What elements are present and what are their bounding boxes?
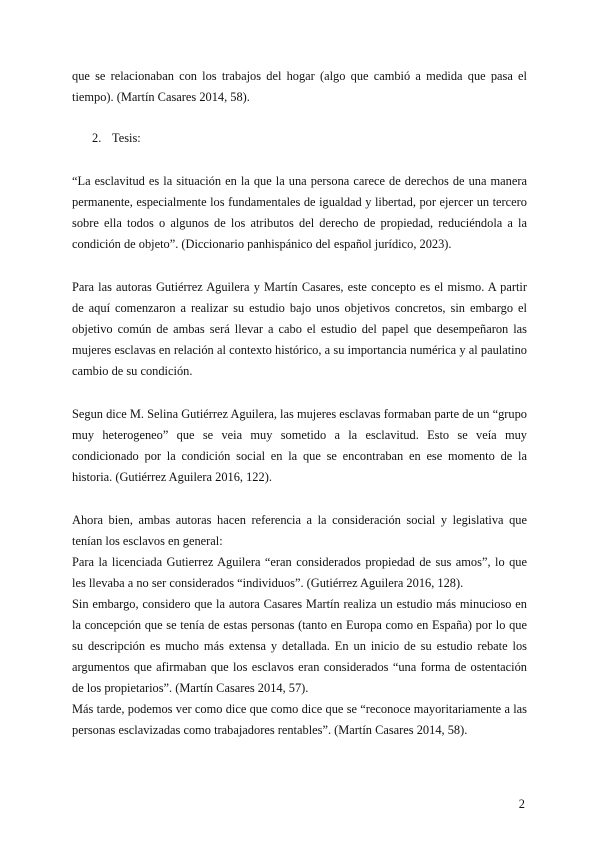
paragraph-casares-study: Sin embargo, considero que la autora Casares Martín realiza un estudio más minucioso en la concepción que se tenía de estas personas (tanto en Europa como en España) por lo que su descripción es mucho más extensa y detallada. En un inicio de su estudio rebate los argumentos que afirmaban que los esclavos eran considerados “una forma de ostentación de los propietarios”. (Martín Casares 2014, 57). (72, 597, 527, 695)
paragraph-definition-quote: “La esclavitud es la situación en la que la una persona carece de derechos de una manera permanente, especialmente los fundamentales de igualdad y libertad, por ejercer un tercero sobre ella todos o algunos de los atributos del derecho de propiedad, reduciéndola a la condición de objeto”. (Diccionario panhispánico del español jurídico, 2023). (72, 174, 527, 251)
paragraph-authors-concept: Para las autoras Gutiérrez Aguilera y Martín Casares, este concepto es el mismo. A partir de aquí comenzaron a realizar su estudio bajo unos objetivos concretos, sin embargo el objetivo común de ambas será llevar a cabo el estudio del papel que desempeñaron las mujeres esclavas en relación al contexto histórico, a su importancia numérica y al paulatino cambio de su condición. (72, 280, 527, 378)
paragraph-continuation: que se relacionaban con los trabajos del hogar (algo que cambió a medida que pasa el tiempo). (Martín Casares 2014, 58). (72, 69, 527, 104)
paragraph-gutierrez-property: Para la licenciada Gutierrez Aguilera “eran considerados propiedad de sus amos”, lo que les llevaba a no ser considerados “individuos”. (Gutiérrez Aguilera 2016, 128). (72, 555, 527, 590)
section-heading (72, 128, 527, 149)
page-number: 2 (518, 797, 525, 811)
heading-number: 2. (92, 131, 102, 145)
page-body (72, 66, 527, 741)
heading-text: Tesis: (112, 131, 141, 145)
paragraph-casares-workers: Más tarde, podemos ver como dice que como dice que se “reconoce mayoritariamente a las personas esclavizadas como trabajadores rentables”. (Martín Casares 2014, 58). (72, 702, 527, 737)
paragraph-gutierrez-view: Segun dice M. Selina Gutiérrez Aguilera, las mujeres esclavas formaban parte de un “grupo muy heterogeneo” que se veia muy sometido a la esclavitud. Esto se veía muy condicionado por la condición social en la que se encontraban en ese momento de la historia. (Gutiérrez Aguilera 2016, 122). (72, 407, 527, 484)
paragraph-social-consideration: Ahora bien, ambas autoras hacen referencia a la consideración social y legislativa que tenían los esclavos en general: (72, 513, 527, 548)
